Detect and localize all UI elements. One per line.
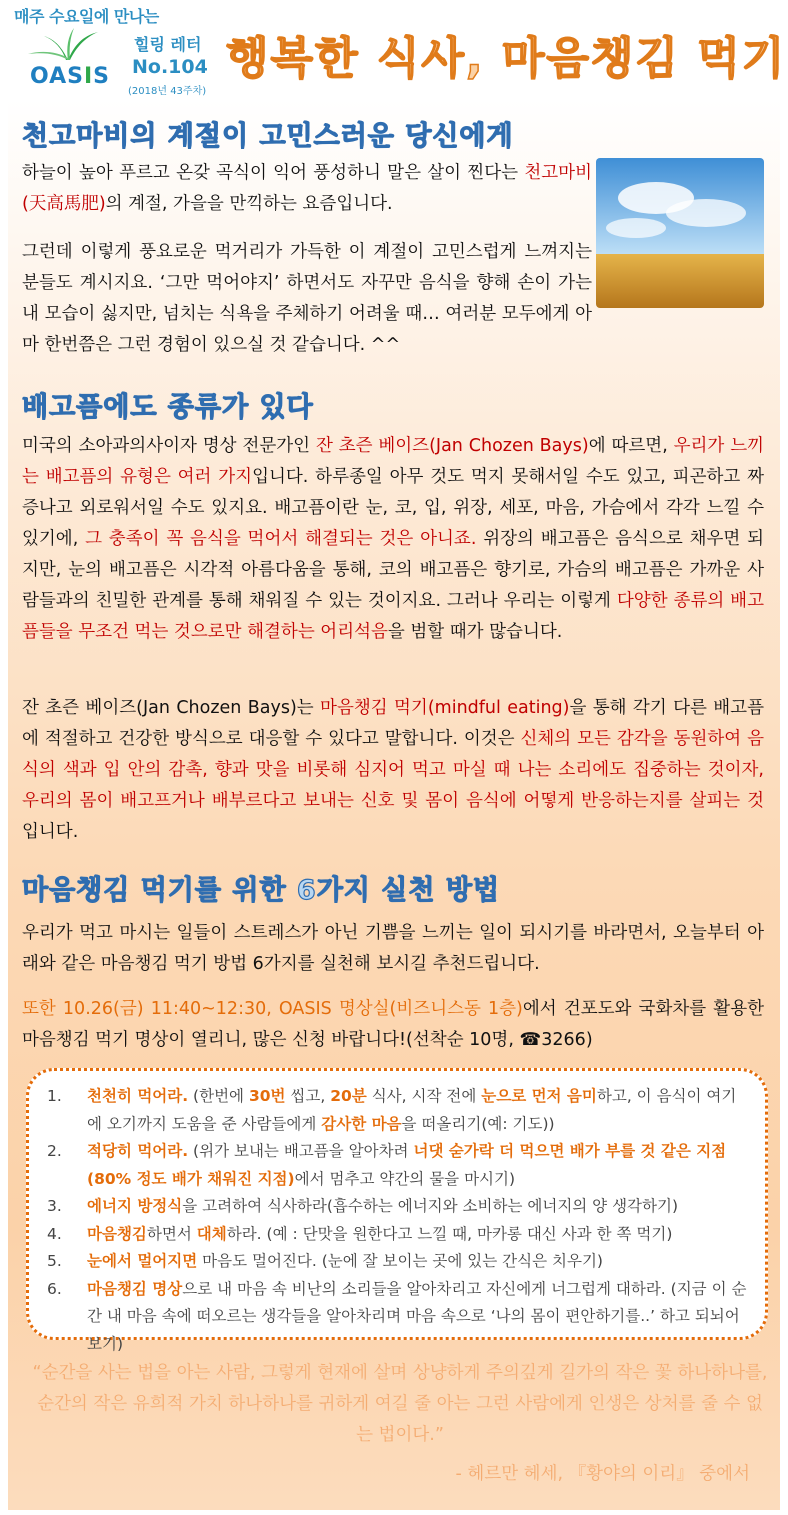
section1-paragraph1: 하늘이 높아 푸르고 온갖 곡식이 익어 풍성하니 말은 살이 찐다는 천고마비(天高馬肥)의 계절, 가을을 만끽하는 요즘입니다. [22, 163, 592, 214]
section2-paragraph1: 미국의 소아과의사이자 명상 전문가인 잔 초즌 베이즈(Jan Chozen Bays)에 따르면, 우리가 느끼는 배고픔의 유형은 여러 가지입니다. 하루종일 아무 것도 먹지 못해서일 수도 있고, 피곤하고 짜증나고 외로워서일 수도 있지요. 배고픔이란 눈, 코, 입, 위장, 세포, 마음, 가슴에서 각각 느낄 수 있기에, 그 충족이 꼭 음식을 먹어서 해결되는 것은 아니죠. 위장의 배고픔은 음식으로 채우면 되지만, 눈의 배고픔은 시각적 아름다움을 통해, 코의 배고픔은 향기로, 가슴의 배고픔은 가까운 사람들과의 친밀한 관계를 통해 채워질 수 있는 것이지요. 그러나 우리는 이렇게 다양한 종류의 배고픔들을 무조건 먹는 것으로만 해결하는 어리석음을 범할 때가 많습니다. [22, 436, 765, 642]
method-text: 에너지 방정식을 고려하여 식사하라(흡수하는 에너지와 소비하는 에너지의 양 생각하기) [87, 1197, 679, 1215]
method-text: 적당히 먹어라. (위가 보내는 배고픔을 알아차려 너댓 숟가락 더 먹으면 배가 부를 것 같은 지점(80% 정도 배가 채워진 지점)에서 멈추고 약간의 물을 마시기) [87, 1142, 727, 1188]
oasis-leaf-icon [22, 26, 114, 62]
newsletter-title: 행복한 식사, 마음챙김 먹기 [226, 33, 787, 84]
hesse-quote: “순간을 사는 법을 아는 사람, 그렇게 현재에 살며 상냥하게 주의깊게 길가의 작은 꽃 하나하나를, 순간의 작은 유희적 가치 하나하나를 귀하게 여길 줄 아는 그런 사람에게 인생은 상처를 줄 수 없는 법이다.” [32, 1363, 768, 1445]
method-item [47, 1083, 747, 1138]
autumn-field-photo [596, 158, 764, 308]
content-panel [8, 100, 780, 1510]
healing-letter-label: 힐링 레터 [134, 35, 202, 54]
method-text: 마음챙김 명상으로 내 마음 속 비난의 소리들을 알아차리고 자신에게 너그럽게 대하라. (지금 이 순간 내 마음 속에 떠오르는 생각들을 알아차리며 마음 속으로 ‘나의 몸이 편안하기를..’ 하고 되뇌어 보기) [87, 1279, 747, 1353]
section-title-hunger-types: 배고픔에도 종류가 있다 [22, 392, 314, 423]
weekly-label: 매주 수요일에 만나는 [14, 7, 159, 26]
section1-paragraph2: 그런데 이렇게 풍요로운 먹거리가 가득한 이 계절이 고민스럽게 느껴지는 분들도 계시지요. ‘그만 먹어야지’ 하면서도 자꾸만 음식을 향해 손이 가는 내 모습이 싫지만, 넘치는 식욕을 주체하기 어려울 때… 여러분 모두에게 아마 한번쯤은 그런 경험이 있으실 것 같습니다. ^^ [22, 242, 592, 355]
section3-event-notice: 또한 10.26(금) 11:40~12:30, OASIS 명상실(비즈니스동 1층)에서 건포도와 국화차를 활용한 마음챙김 먹기 명상이 열리니, 많은 신청 바랍니다!(선착순 10명, ☎3266) [22, 999, 765, 1050]
phone-icon: ☎ [519, 1030, 542, 1050]
method-item [47, 1138, 747, 1193]
highlight-chungomabi: 천고마비(天高馬肥) [22, 163, 592, 214]
method-item [47, 1248, 747, 1276]
method-text: 눈에서 멀어지면 마음도 멀어진다. (눈에 잘 보이는 곳에 있는 간식은 치우기) [87, 1252, 603, 1270]
event-datetime-location: 또한 10.26(금) 11:40~12:30, OASIS 명상실(비즈니스동 1층) [22, 999, 523, 1019]
method-item [47, 1193, 747, 1221]
newsletter-header [0, 0, 788, 100]
quote-source: - 헤르만 헤세, 『황야의 이리』 중에서 [455, 1464, 750, 1484]
method-number: 5. [47, 1252, 62, 1270]
method-number: 2. [47, 1142, 62, 1160]
section2-paragraph2: 잔 초즌 베이즈(Jan Chozen Bays)는 마음챙김 먹기(mindful eating)을 통해 각기 다른 배고픔에 적절하고 건강한 방식으로 대응할 수 있다고 말합니다. 이것은 신체의 모든 감각을 동원하여 음식의 색과 입 안의 감촉, 향과 맛을 비롯해 심지어 먹고 마실 때 나는 소리에도 집중하는 것이자, 우리의 몸이 배고프거나 배부르다고 보내는 신호 및 몸이 음식에 어떻게 반응하는지를 살피는 것입니다. [22, 698, 765, 842]
issue-number: No.104 [132, 56, 208, 78]
method-number: 4. [47, 1224, 62, 1243]
method-number: 1. [47, 1087, 62, 1105]
method-text: 천천히 먹어라. (한번에 30번 씹고, 20분 식사, 시작 전에 눈으로 먼저 음미하고, 이 음식이 여기에 오기까지 도움을 준 사람들에게 감사한 마음을 떠올리기(예: 기도)) [87, 1087, 737, 1133]
six-methods-list [47, 1083, 747, 1358]
logo-wordmark: OASIS [30, 64, 111, 89]
method-text: 마음챙김하면서 대체하라. (예 : 단맛을 원한다고 느낄 때, 마카롱 대신 사과 한 쪽 먹기) [87, 1224, 673, 1243]
wheat-field-image [596, 158, 764, 308]
section-title-six-methods: 마음챙김 먹기를 위한 6가지 실천 방법 [22, 875, 501, 906]
issue-week: (2018년 43주차) [128, 86, 207, 97]
oasis-logo [22, 26, 114, 96]
method-number: 6. [47, 1279, 62, 1298]
six-methods-box [26, 1068, 768, 1353]
section3-paragraph1: 우리가 먹고 마시는 일들이 스트레스가 아닌 기쁨을 느끼는 일이 되시기를 바라면서, 오늘부터 아래와 같은 마음챙김 먹기 방법 6가지를 실천해 보시길 추천드립니다. [22, 923, 764, 974]
method-item [47, 1276, 747, 1359]
method-item [47, 1221, 747, 1249]
method-number: 3. [47, 1197, 62, 1215]
section-title-autumn: 천고마비의 계절이 고민스러운 당신에게 [22, 121, 514, 152]
